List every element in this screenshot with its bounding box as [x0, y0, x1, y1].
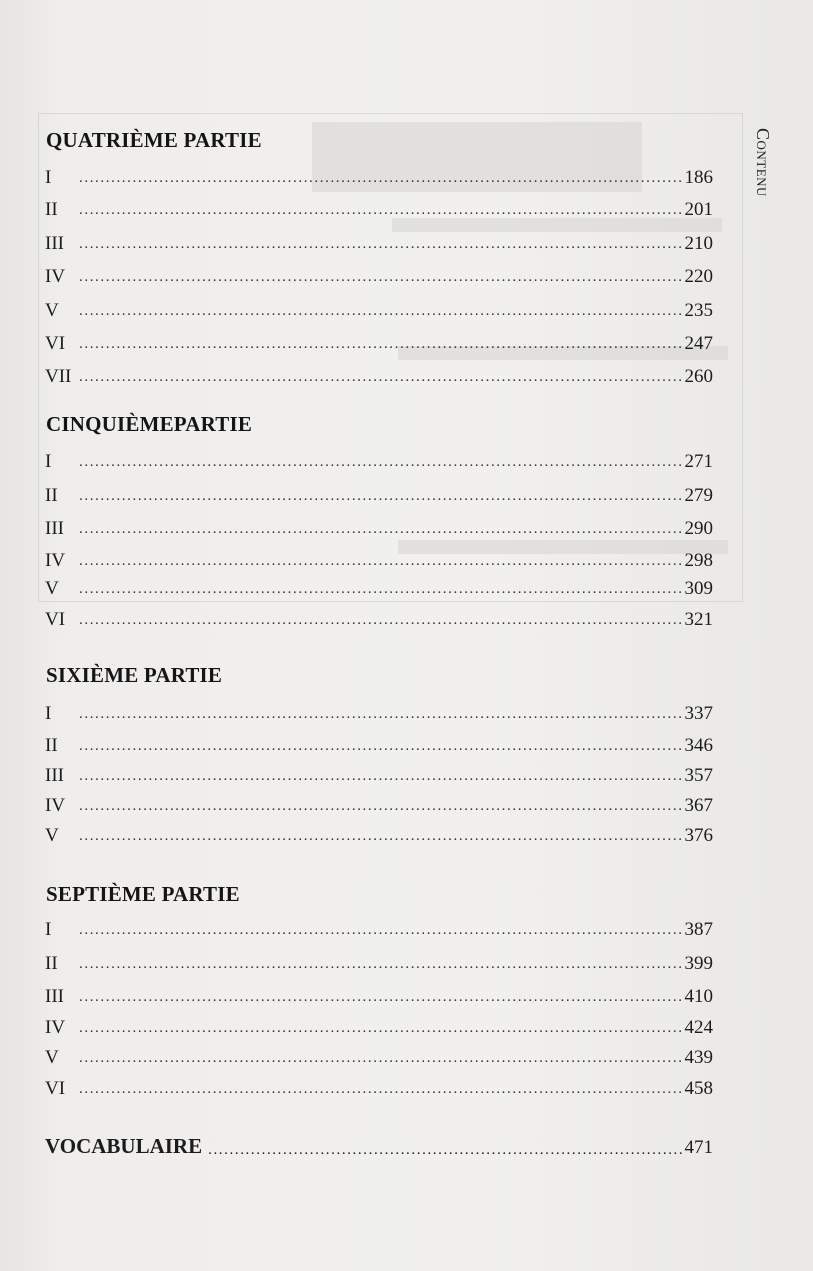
leader-dots: [79, 1017, 683, 1039]
leader-dots: [79, 609, 683, 631]
toc-entry[interactable]: [45, 574, 713, 600]
chapter-number: I: [45, 451, 52, 472]
chapter-number: VI: [45, 1078, 66, 1099]
page-number: 458: [684, 1078, 713, 1099]
leader-dots: [79, 825, 683, 847]
page-number: 260: [684, 366, 713, 387]
leader-dots: [79, 735, 683, 757]
page-number: 424: [684, 1017, 713, 1038]
section-title: QUATRIÈME PARTIE: [46, 128, 262, 152]
chapter-number: V: [45, 578, 59, 599]
section-title: SEPTIÈME PARTIE: [46, 882, 240, 906]
toc-entry[interactable]: [45, 915, 713, 941]
leader-dots: [79, 167, 683, 189]
page-number: 410: [684, 986, 713, 1007]
toc-entry[interactable]: [45, 1043, 713, 1069]
leader-dots: [79, 333, 683, 355]
page-number: 290: [684, 518, 713, 539]
page-number: 346: [684, 735, 713, 756]
chapter-number: I: [45, 919, 52, 940]
chapter-number: IV: [45, 795, 66, 816]
page-number: 376: [684, 825, 713, 846]
toc-entry[interactable]: [45, 949, 713, 975]
toc-entry[interactable]: [45, 546, 713, 572]
chapter-number: IV: [45, 266, 66, 287]
leader-dots: [79, 451, 683, 473]
chapter-number: III: [45, 986, 64, 1007]
page-number: 337: [684, 703, 713, 724]
vocabulary-title: VOCABULAIRE: [45, 1134, 203, 1158]
page-number: 471: [684, 1137, 713, 1158]
page-number: 387: [684, 919, 713, 940]
toc-entry[interactable]: [45, 362, 713, 388]
chapter-number: VI: [45, 609, 66, 630]
leader-dots: [79, 366, 683, 388]
leader-dots: [79, 233, 683, 255]
leader-dots: [79, 199, 683, 221]
leader-dots: [79, 578, 683, 600]
toc-entry[interactable]: [45, 481, 713, 507]
chapter-number: VII: [45, 366, 72, 387]
chapter-number: III: [45, 518, 64, 539]
leader-dots: [79, 1047, 683, 1069]
chapter-number: I: [45, 703, 52, 724]
toc-entry[interactable]: [45, 296, 713, 322]
chapter-number: V: [45, 300, 59, 321]
running-head: Contenu: [753, 128, 773, 197]
toc-entry[interactable]: [45, 195, 713, 221]
chapter-number: V: [45, 825, 59, 846]
page-number: 357: [684, 765, 713, 786]
page-number: 210: [684, 233, 713, 254]
chapter-number: VI: [45, 333, 66, 354]
toc-entry[interactable]: [45, 791, 713, 817]
leader-dots: [79, 550, 683, 572]
leader-dots: [79, 919, 683, 941]
leader-dots: [79, 986, 683, 1008]
leader-dots: [79, 703, 683, 725]
leader-dots: [79, 953, 683, 975]
chapter-number: V: [45, 1047, 59, 1068]
leader-dots: [79, 300, 683, 322]
chapter-number: II: [45, 199, 58, 220]
toc-entry[interactable]: [45, 731, 713, 757]
chapter-number: III: [45, 765, 64, 786]
page-number: 235: [684, 300, 713, 321]
toc-entry[interactable]: [45, 982, 713, 1008]
leader-dots: [208, 1142, 682, 1159]
chapter-number: II: [45, 735, 58, 756]
toc-entry[interactable]: [45, 447, 713, 473]
page-number: 186: [684, 167, 713, 188]
chapter-number: II: [45, 485, 58, 506]
page-number: 279: [684, 485, 713, 506]
leader-dots: [79, 518, 683, 540]
leader-dots: [79, 266, 683, 288]
page-number: 201: [684, 199, 713, 220]
page-number: 247: [684, 333, 713, 354]
page-number: 439: [684, 1047, 713, 1068]
chapter-number: II: [45, 953, 58, 974]
toc-entry[interactable]: [45, 229, 713, 255]
page-number: 271: [684, 451, 713, 472]
toc-entry[interactable]: [45, 329, 713, 355]
toc-entry[interactable]: [45, 262, 713, 288]
toc-entry-vocabulary[interactable]: [45, 1134, 713, 1159]
page-number: 399: [684, 953, 713, 974]
toc-entry[interactable]: [45, 761, 713, 787]
leader-dots: [79, 765, 683, 787]
toc-entry[interactable]: [45, 821, 713, 847]
page-number: 220: [684, 266, 713, 287]
page-number: 367: [684, 795, 713, 816]
leader-dots: [79, 795, 683, 817]
chapter-number: IV: [45, 1017, 66, 1038]
toc-entry[interactable]: [45, 699, 713, 725]
toc-entry[interactable]: [45, 1013, 713, 1039]
toc-entry[interactable]: [45, 163, 713, 189]
section-title: CINQUIÈMEPARTIE: [46, 412, 253, 436]
chapter-number: I: [45, 167, 52, 188]
toc-entry[interactable]: [45, 514, 713, 540]
page-number: 321: [684, 609, 713, 630]
section-title: SIXIÈME PARTIE: [46, 663, 223, 687]
chapter-number: III: [45, 233, 64, 254]
toc-entry[interactable]: [45, 605, 713, 631]
toc-entry[interactable]: [45, 1074, 713, 1100]
leader-dots: [79, 1078, 683, 1100]
chapter-number: IV: [45, 550, 66, 571]
page-number: 309: [684, 578, 713, 599]
page-number: 298: [684, 550, 713, 571]
leader-dots: [79, 485, 683, 507]
